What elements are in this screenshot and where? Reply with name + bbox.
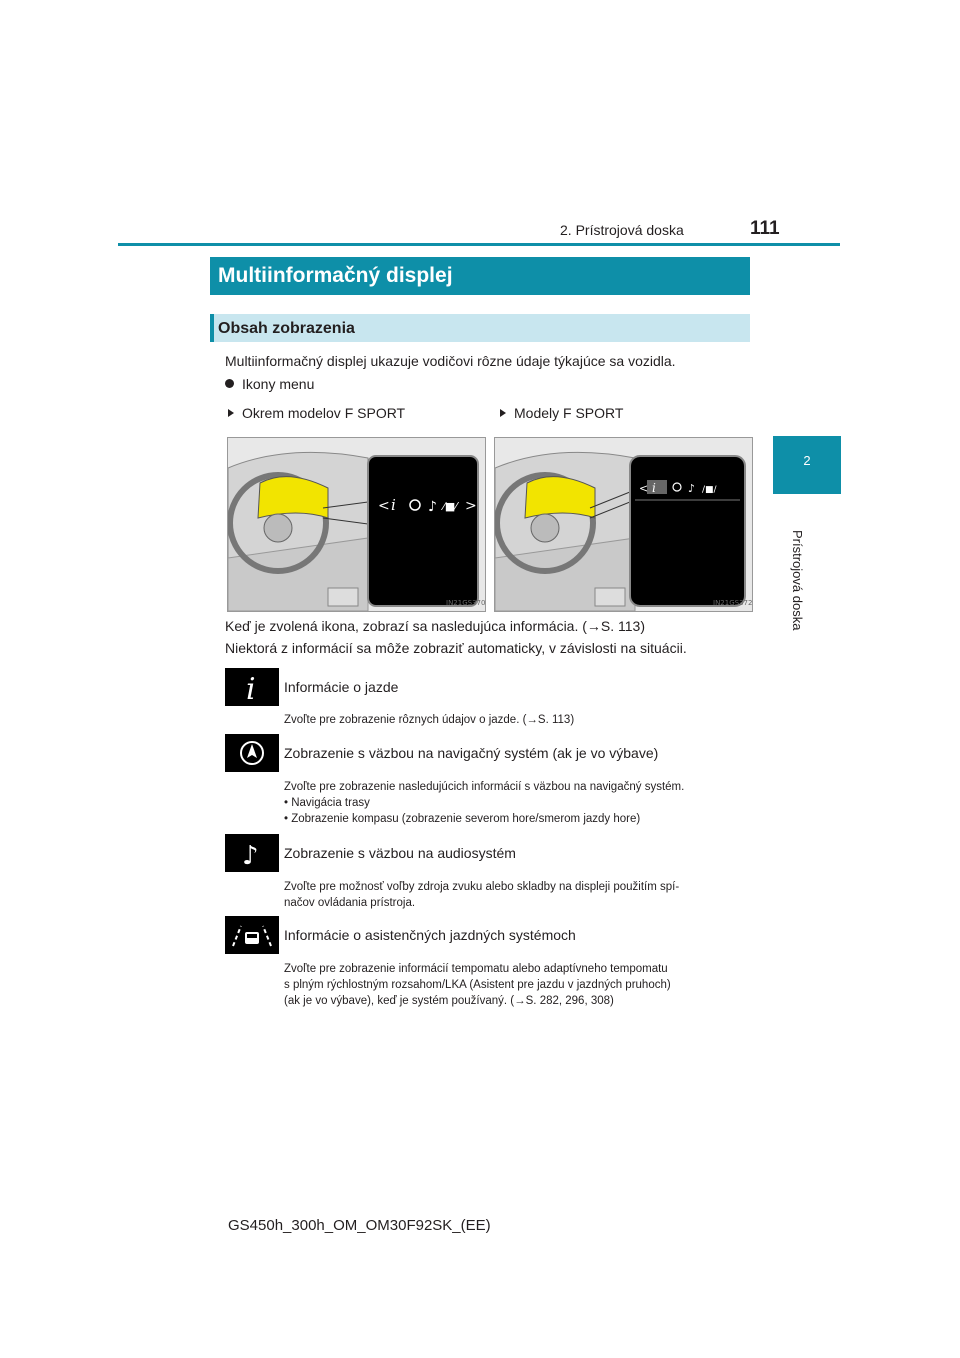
image-code: IN21GS370 xyxy=(446,599,485,607)
svg-text:<: < xyxy=(378,498,390,514)
image-label-standard xyxy=(228,405,405,421)
svg-text:♪: ♪ xyxy=(242,841,259,871)
bullet-text: Ikony menu xyxy=(242,376,315,392)
item-desc-2: načov ovládania prístroja. xyxy=(284,897,416,909)
item-desc-2: s plným rýchlostným rozsahom/LKA (Asistent pre jazdu v jazdných pruhoch) xyxy=(284,979,671,991)
triangle-icon xyxy=(228,409,234,417)
chapter-title: 2. Prístrojová doska xyxy=(560,222,684,238)
svg-text:i: i xyxy=(391,496,396,514)
item-desc: Zvoľte pre zobrazenie rôznych údajov o jazde. (→S. 113) xyxy=(284,714,575,726)
document-code: GS450h_300h_OM_OM30F92SK_(EE) xyxy=(228,1217,491,1234)
bullet-dot xyxy=(225,379,234,388)
driving-assist-icon xyxy=(225,916,279,954)
page-number: 111 xyxy=(750,218,780,239)
svg-text:/■/: /■/ xyxy=(702,485,717,495)
intro-text: Multiinformačný displej ukazuje vodičovi rôzne údaje týkajúce sa vozidla. xyxy=(225,353,676,369)
item-desc-3: (ak je vo výbave), keď je systém používaný. (→S. 282, 296, 308) xyxy=(284,995,614,1007)
item-title: Informácie o jazde xyxy=(284,679,399,695)
section-title: Multiinformačný displej xyxy=(210,257,750,295)
image-label-text: Modely F SPORT xyxy=(514,405,624,421)
item-desc: Zvoľte pre zobrazenie nasledujúcich informácií s väzbou na navigačný systém. xyxy=(284,781,685,793)
header-rule xyxy=(118,243,840,246)
navigation-icon xyxy=(225,734,279,772)
item-title: Zobrazenie s väzbou na navigačný systém (ak je vo výbave) xyxy=(284,745,659,761)
image-code: IN21GS372 xyxy=(713,599,752,607)
chapter-tab-label: Prístrojová doska xyxy=(790,530,805,631)
image-label-fsport xyxy=(500,405,623,421)
info-line-1: Keď je zvolená ikona, zobrazí sa nasledujúca informácia. (→S. 113) xyxy=(225,618,646,634)
svg-text:♪: ♪ xyxy=(688,482,696,495)
item-sub: • Navigácia trasy xyxy=(284,797,370,809)
triangle-icon xyxy=(500,409,506,417)
subsection-title-text: Obsah zobrazenia xyxy=(218,320,355,337)
image-label-text: Okrem modelov F SPORT xyxy=(242,405,406,421)
svg-text:⁄■⁄: ⁄■⁄ xyxy=(443,500,458,513)
item-desc: Zvoľte pre zobrazenie informácií tempomatu alebo adaptívneho tempomatu xyxy=(284,963,668,975)
item-title: Zobrazenie s väzbou na audiosystém xyxy=(284,845,516,861)
item-title: Informácie o asistenčných jazdných systémoch xyxy=(284,927,576,943)
item-sub: • Zobrazenie kompasu (zobrazenie severom hore/smerom jazdy hore) xyxy=(284,813,641,825)
info-icon xyxy=(225,668,279,706)
bullet-item xyxy=(225,376,314,392)
music-note-icon xyxy=(225,834,279,872)
svg-text:>: > xyxy=(465,498,477,514)
info-line-2: Niektorá z informácií sa môže zobraziť automaticky, v závislosti na situácii. xyxy=(225,640,687,656)
svg-text:i: i xyxy=(652,481,656,495)
item-desc: Zvoľte pre možnosť voľby zdroja zvuku alebo skladby na displeji použitím spí- xyxy=(284,881,680,893)
dashboard-illustration-fsport xyxy=(494,437,753,612)
svg-text:♪: ♪ xyxy=(428,499,437,515)
svg-text:i: i xyxy=(246,672,256,706)
chapter-tab: 2 xyxy=(773,436,841,494)
dashboard-illustration-standard xyxy=(227,437,486,612)
svg-text:<: < xyxy=(639,482,649,495)
subsection-title xyxy=(210,314,750,342)
